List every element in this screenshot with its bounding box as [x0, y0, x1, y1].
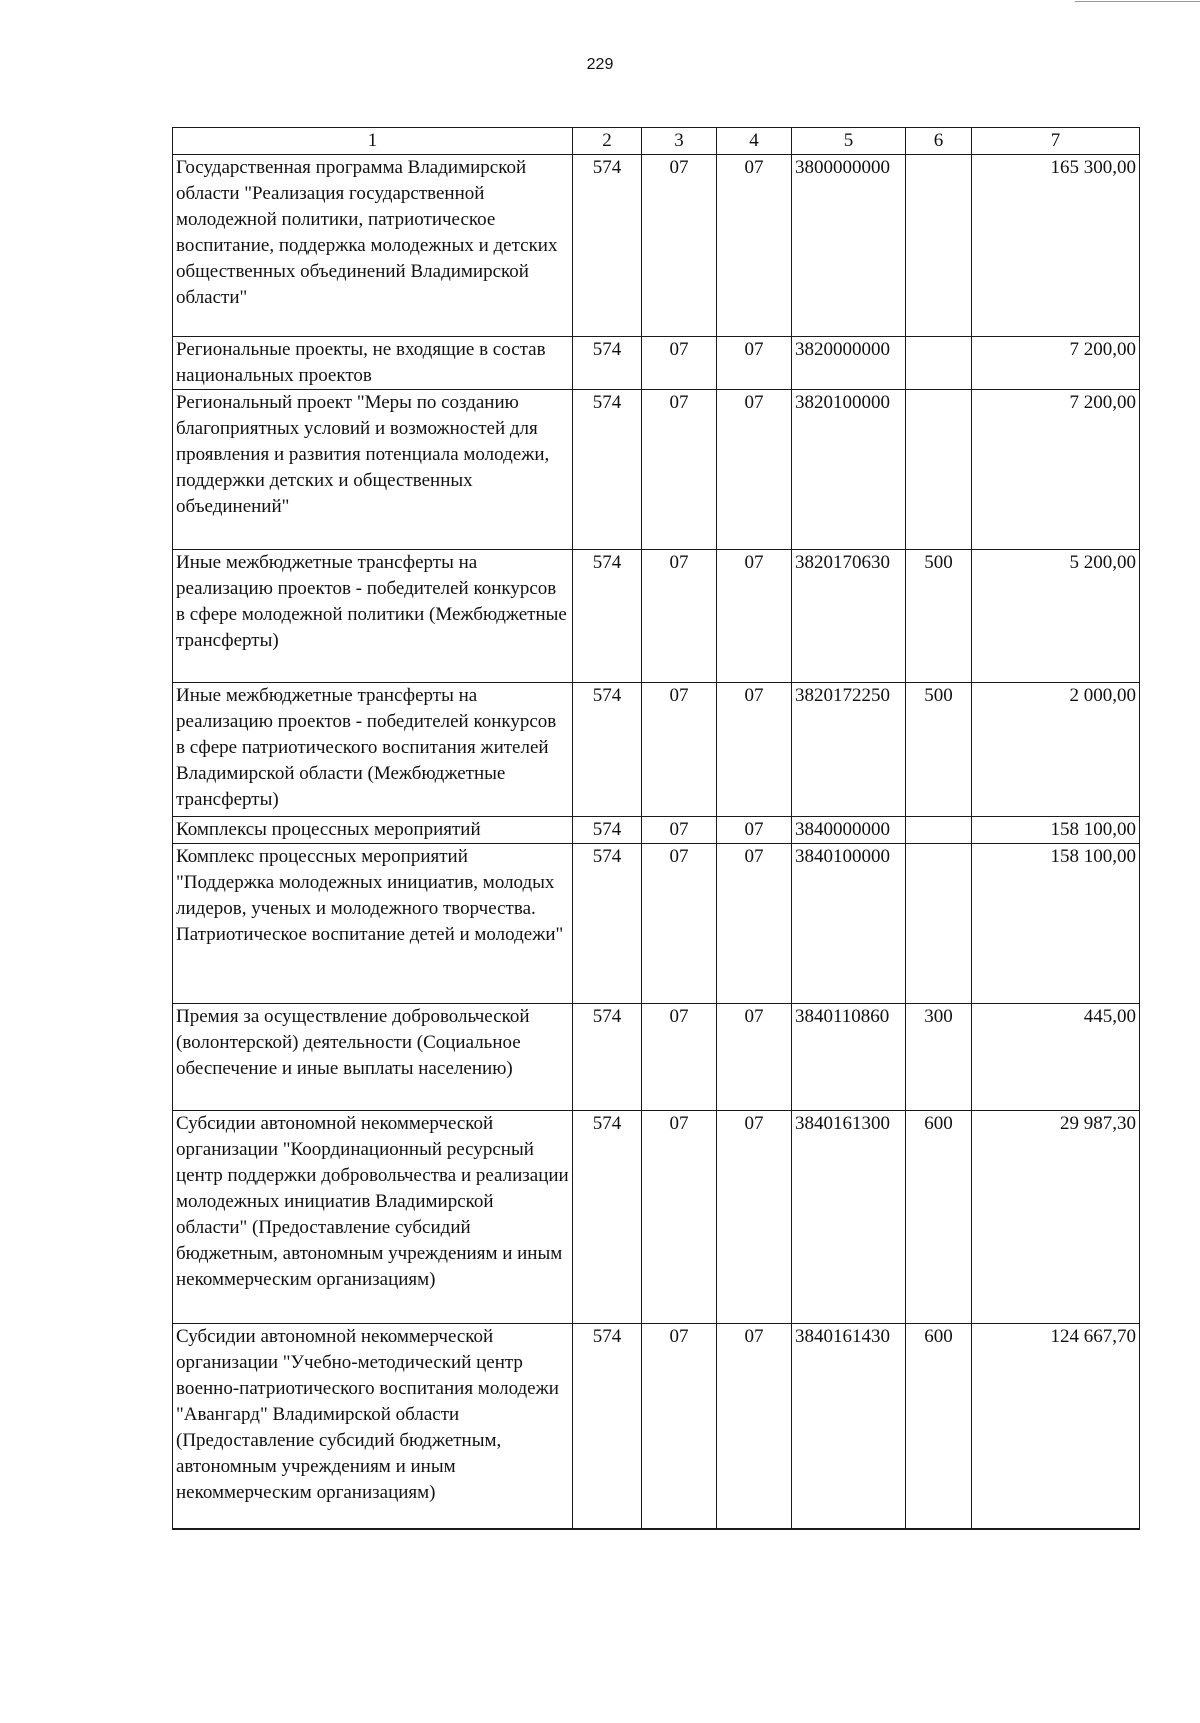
row-target-code: 3820000000 [792, 337, 906, 390]
row-subsection: 07 [717, 1111, 792, 1324]
table-row [173, 390, 1140, 550]
row-grbs: 574 [573, 1111, 642, 1324]
row-amount: 7 200,00 [972, 390, 1140, 550]
table-row [173, 844, 1140, 1004]
row-grbs: 574 [573, 337, 642, 390]
row-name: Комплексы процессных мероприятий [173, 817, 573, 844]
row-name: Премия за осуществление добровольческой (волонтерской) деятельности (Социальное обеспечение и иные выплаты населению) [173, 1004, 573, 1111]
row-subsection: 07 [717, 550, 792, 683]
table-row [173, 337, 1140, 390]
row-subsection: 07 [717, 683, 792, 817]
row-amount: 124 667,70 [972, 1324, 1140, 1529]
row-section: 07 [642, 390, 717, 550]
row-target-code: 3840161300 [792, 1111, 906, 1324]
page-number: 229 [586, 56, 614, 73]
row-expense-type [906, 817, 972, 844]
row-name: Региональные проекты, не входящие в состав национальных проектов [173, 337, 573, 390]
row-expense-type: 600 [906, 1111, 972, 1324]
row-target-code: 3820172250 [792, 683, 906, 817]
row-name: Государственная программа Владимирской области "Реализация государственной молодежной политики, патриотическое воспитание, поддержка молодежных и детских общественных объединений Владимирской области" [173, 155, 573, 337]
row-target-code: 3840100000 [792, 844, 906, 1004]
header-col-7: 7 [972, 128, 1140, 155]
row-expense-type: 300 [906, 1004, 972, 1111]
row-name: Комплекс процессных мероприятий "Поддержка молодежных инициатив, молодых лидеров, ученых и молодежного творчества. Патриотическое воспитание детей и молодежи" [173, 844, 573, 1004]
row-name: Иные межбюджетные трансферты на реализацию проектов - победителей конкурсов в сфере молодежной политики (Межбюджетные трансферты) [173, 550, 573, 683]
row-amount: 445,00 [972, 1004, 1140, 1111]
header-col-1: 1 [173, 128, 573, 155]
row-section: 07 [642, 844, 717, 1004]
row-grbs: 574 [573, 1324, 642, 1529]
row-subsection: 07 [717, 390, 792, 550]
row-section: 07 [642, 817, 717, 844]
row-amount: 158 100,00 [972, 844, 1140, 1004]
row-amount: 2 000,00 [972, 683, 1140, 817]
row-target-code: 3840110860 [792, 1004, 906, 1111]
row-subsection: 07 [717, 844, 792, 1004]
row-grbs: 574 [573, 550, 642, 683]
row-expense-type [906, 155, 972, 337]
row-grbs: 574 [573, 155, 642, 337]
row-expense-type [906, 390, 972, 550]
row-amount: 165 300,00 [972, 155, 1140, 337]
row-target-code: 3800000000 [792, 155, 906, 337]
row-section: 07 [642, 683, 717, 817]
row-name: Региональный проект "Меры по созданию благоприятных условий и возможностей для проявления и развития потенциала молодежи, поддержки детских и общественных объединений" [173, 390, 573, 550]
row-amount: 7 200,00 [972, 337, 1140, 390]
table-row [173, 550, 1140, 683]
header-col-4: 4 [717, 128, 792, 155]
row-amount: 29 987,30 [972, 1111, 1140, 1324]
row-name: Субсидии автономной некоммерческой организации "Учебно-методический центр военно-патриотического воспитания молодежи "Авангард" Владимирской области (Предоставление субсидий бюджетным, автономным учреждениям и иным некоммерческим организациям) [173, 1324, 573, 1529]
row-section: 07 [642, 337, 717, 390]
row-grbs: 574 [573, 1004, 642, 1111]
table-row [173, 1004, 1140, 1111]
row-section: 07 [642, 1004, 717, 1111]
row-target-code: 3820170630 [792, 550, 906, 683]
header-col-6: 6 [906, 128, 972, 155]
row-amount: 158 100,00 [972, 817, 1140, 844]
table-row [173, 155, 1140, 337]
header-col-5: 5 [792, 128, 906, 155]
row-target-code: 3840161430 [792, 1324, 906, 1529]
row-expense-type [906, 337, 972, 390]
row-section: 07 [642, 1324, 717, 1529]
row-subsection: 07 [717, 1004, 792, 1111]
table-row [173, 817, 1140, 844]
row-expense-type: 600 [906, 1324, 972, 1529]
row-section: 07 [642, 1111, 717, 1324]
row-subsection: 07 [717, 1324, 792, 1529]
row-expense-type: 500 [906, 550, 972, 683]
row-name: Иные межбюджетные трансферты на реализацию проектов - победителей конкурсов в сфере патриотического воспитания жителей Владимирской области (Межбюджетные трансферты) [173, 683, 573, 817]
row-section: 07 [642, 550, 717, 683]
row-expense-type [906, 844, 972, 1004]
row-grbs: 574 [573, 817, 642, 844]
row-expense-type: 500 [906, 683, 972, 817]
header-col-2: 2 [573, 128, 642, 155]
header-col-3: 3 [642, 128, 717, 155]
row-amount: 5 200,00 [972, 550, 1140, 683]
row-target-code: 3840000000 [792, 817, 906, 844]
row-name: Субсидии автономной некоммерческой организации "Координационный ресурсный центр поддержки добровольчества и реализации молодежных инициатив Владимирской области" (Предоставление субсидий бюджетным, автономным учреждениям и иным некоммерческим организациям) [173, 1111, 573, 1324]
row-section: 07 [642, 155, 717, 337]
row-grbs: 574 [573, 390, 642, 550]
row-subsection: 07 [717, 817, 792, 844]
table-row [173, 1111, 1140, 1324]
row-subsection: 07 [717, 155, 792, 337]
row-grbs: 574 [573, 683, 642, 817]
row-target-code: 3820100000 [792, 390, 906, 550]
budget-table [172, 127, 1140, 1530]
row-subsection: 07 [717, 337, 792, 390]
scan-edge-line [1075, 1, 1200, 2]
header-row [173, 128, 1140, 155]
table-row [173, 1324, 1140, 1529]
table-row [173, 683, 1140, 817]
row-grbs: 574 [573, 844, 642, 1004]
